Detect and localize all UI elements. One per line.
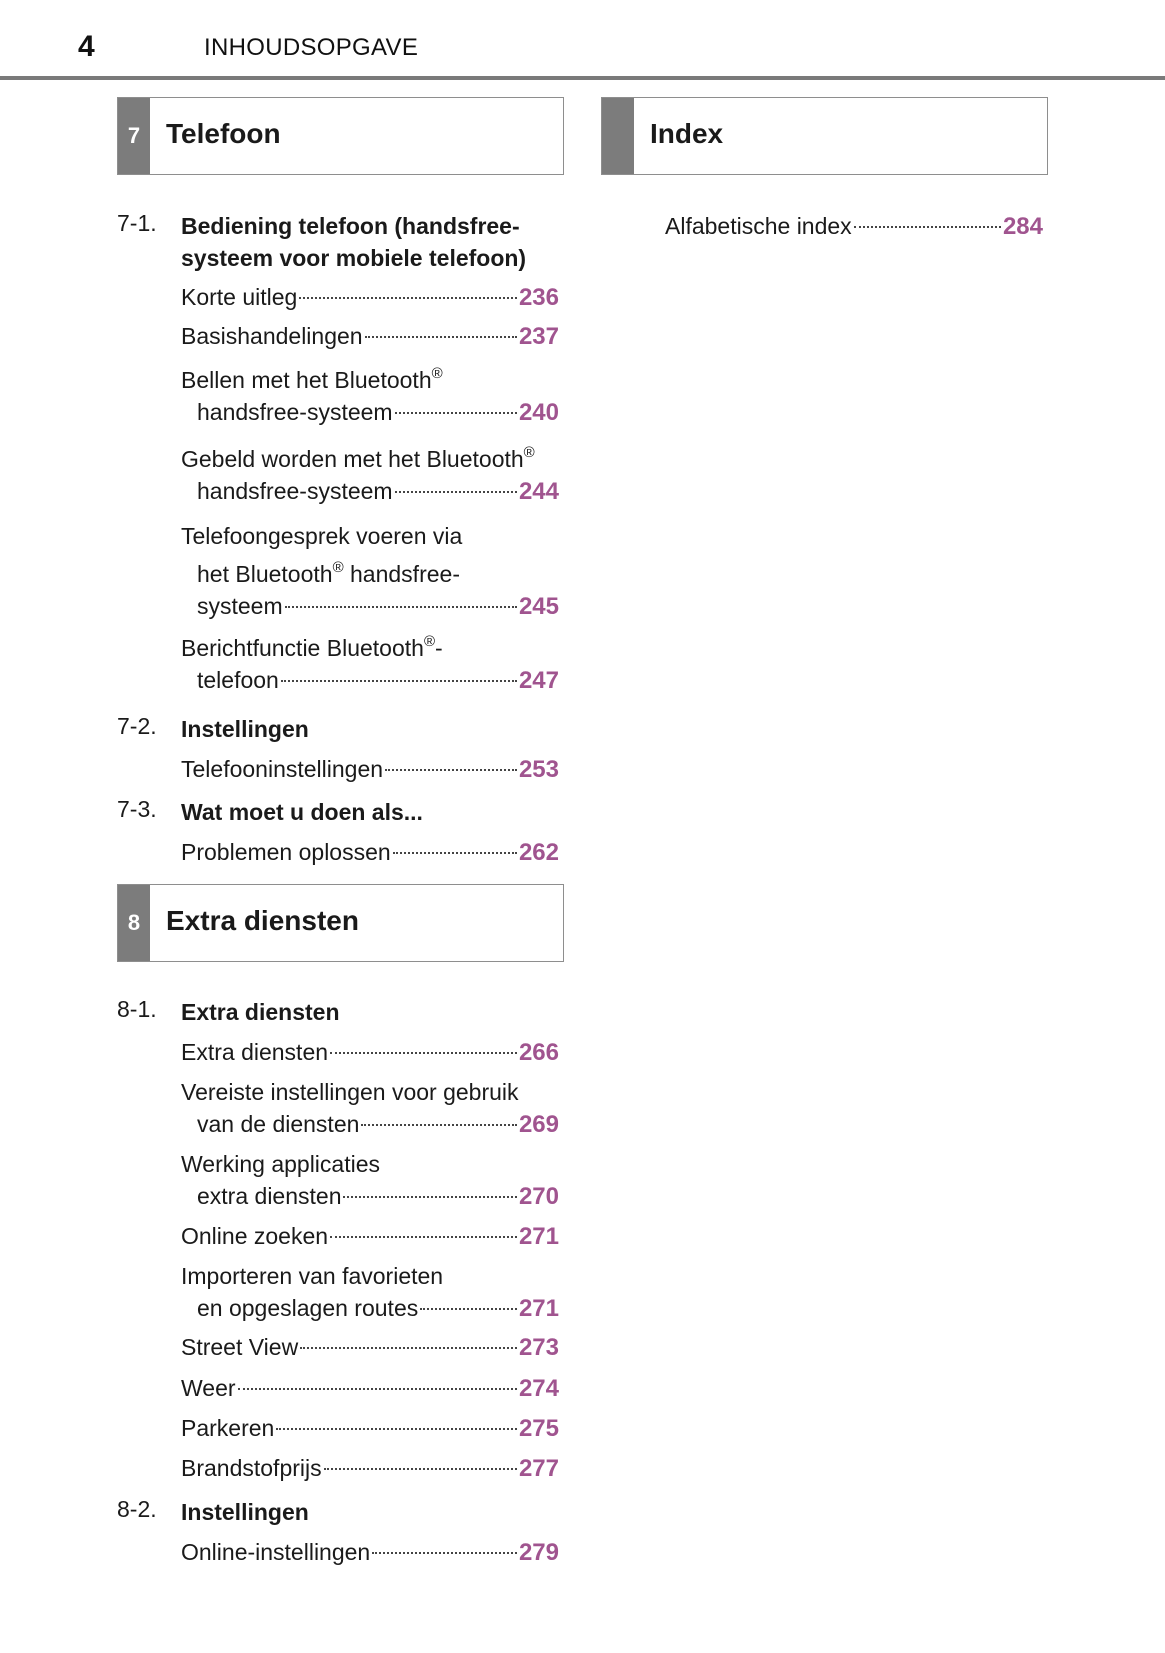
index-tab <box>602 98 634 174</box>
page-ref[interactable]: 244 <box>518 478 559 505</box>
page-ref[interactable]: 284 <box>1002 213 1043 240</box>
toc-entry-problemen-oplossen[interactable]: Problemen oplossen 262 <box>181 836 559 869</box>
section-number: 7-3. <box>117 796 157 822</box>
section-title: Extra diensten <box>181 999 340 1025</box>
toc-entry-berichtfunctie[interactable]: Berichtfunctie Bluetooth®- telefoon 247 <box>181 632 559 697</box>
toc-entry-telefoongesprek[interactable]: Telefoongesprek voeren via het Bluetooth® handsfree- systeem 245 <box>181 520 559 623</box>
page-ref[interactable]: 275 <box>518 1415 559 1442</box>
toc-entry-basishandelingen[interactable]: Basishandelingen 237 <box>181 320 559 353</box>
section-number: 8-2. <box>117 1496 157 1522</box>
leader-dots <box>330 1052 517 1054</box>
registered-mark: ® <box>431 365 443 382</box>
page-ref[interactable]: 266 <box>518 1039 559 1066</box>
chapter-7-box[interactable] <box>117 97 564 175</box>
section-number: 7-2. <box>117 713 157 739</box>
chapter-7-tab: 7 <box>118 98 150 174</box>
leader-dots <box>393 852 517 854</box>
registered-mark: ® <box>523 444 535 461</box>
page-ref[interactable]: 262 <box>518 839 559 866</box>
leader-dots <box>330 1236 517 1238</box>
page-ref[interactable]: 279 <box>518 1539 559 1566</box>
leader-dots <box>285 606 517 608</box>
leader-dots <box>276 1428 517 1430</box>
header-divider <box>0 76 1165 80</box>
toc-entry-telefooninstellingen[interactable]: Telefooninstellingen 253 <box>181 753 559 786</box>
chapter-8-box[interactable] <box>117 884 564 962</box>
toc-entry-parkeren[interactable]: Parkeren 275 <box>181 1412 559 1445</box>
page-ref[interactable]: 236 <box>518 284 559 311</box>
toc-entry-bellen[interactable]: Bellen met het Bluetooth® handsfree-systeem 240 <box>181 364 559 429</box>
page-ref[interactable]: 247 <box>518 667 559 694</box>
leader-dots <box>343 1196 516 1198</box>
page-ref[interactable]: 273 <box>518 1334 559 1361</box>
page-ref[interactable]: 237 <box>518 323 559 350</box>
toc-entry-gebeld-worden[interactable]: Gebeld worden met het Bluetooth® handsfree-systeem 244 <box>181 443 559 508</box>
page-ref[interactable]: 269 <box>518 1111 559 1138</box>
toc-entry-vereiste-instellingen[interactable]: Vereiste instellingen voor gebruik van de diensten 269 <box>181 1076 559 1141</box>
page-ref[interactable]: 277 <box>518 1455 559 1482</box>
running-head-title: INHOUDSOPGAVE <box>204 34 419 61</box>
toc-entry-importeren[interactable]: Importeren van favorieten en opgeslagen routes 271 <box>181 1260 559 1325</box>
page-ref[interactable]: 240 <box>518 399 559 426</box>
section-title: Bediening telefoon (handsfree-systeem voor mobiele telefoon) <box>181 213 527 271</box>
registered-mark: ® <box>332 559 344 576</box>
toc-entry-extra-diensten[interactable]: Extra diensten 266 <box>181 1036 559 1069</box>
page-ref[interactable]: 253 <box>518 756 559 783</box>
section-number: 8-1. <box>117 996 157 1022</box>
page-ref[interactable]: 270 <box>518 1183 559 1210</box>
page-header <box>0 0 1165 80</box>
page-ref[interactable]: 271 <box>518 1295 559 1322</box>
leader-dots <box>365 336 517 338</box>
section-number: 7-1. <box>117 210 157 236</box>
toc-entry-street-view[interactable]: Street View 273 <box>181 1331 559 1364</box>
toc-entry-alfabetische-index[interactable]: Alfabetische index 284 <box>665 210 1043 243</box>
leader-dots <box>395 491 517 493</box>
leader-dots <box>300 1347 517 1349</box>
index-chapter-box[interactable] <box>601 97 1048 175</box>
page-ref[interactable]: 271 <box>518 1223 559 1250</box>
leader-dots <box>385 769 517 771</box>
toc-entry-brandstofprijs[interactable]: Brandstofprijs 277 <box>181 1452 559 1485</box>
chapter-7-title: Telefoon <box>166 118 281 149</box>
leader-dots <box>299 297 517 299</box>
chapter-8-tab: 8 <box>118 885 150 961</box>
leader-dots <box>372 1552 517 1554</box>
index-title: Index <box>650 118 724 149</box>
section-title: Instellingen <box>181 1499 309 1525</box>
leader-dots <box>281 680 517 682</box>
toc-entry-korte-uitleg[interactable]: Korte uitleg 236 <box>181 281 559 314</box>
chapter-8-title: Extra diensten <box>166 905 359 936</box>
leader-dots <box>420 1308 517 1310</box>
leader-dots <box>361 1124 517 1126</box>
leader-dots <box>395 412 517 414</box>
section-title: Wat moet u doen als... <box>181 799 423 825</box>
page-number: 4 <box>78 30 95 63</box>
leader-dots <box>854 226 1001 228</box>
toc-entry-werking-applicaties[interactable]: Werking applicaties extra diensten 270 <box>181 1148 559 1213</box>
toc-entry-weer[interactable]: Weer 274 <box>181 1372 559 1405</box>
registered-mark: ® <box>423 633 435 650</box>
section-title: Instellingen <box>181 716 309 742</box>
toc-entry-online-zoeken[interactable]: Online zoeken 271 <box>181 1220 559 1253</box>
page-ref[interactable]: 245 <box>518 593 559 620</box>
leader-dots <box>238 1388 517 1390</box>
toc-entry-online-instellingen[interactable]: Online-instellingen 279 <box>181 1536 559 1569</box>
leader-dots <box>324 1468 517 1470</box>
page-ref[interactable]: 274 <box>518 1375 559 1402</box>
